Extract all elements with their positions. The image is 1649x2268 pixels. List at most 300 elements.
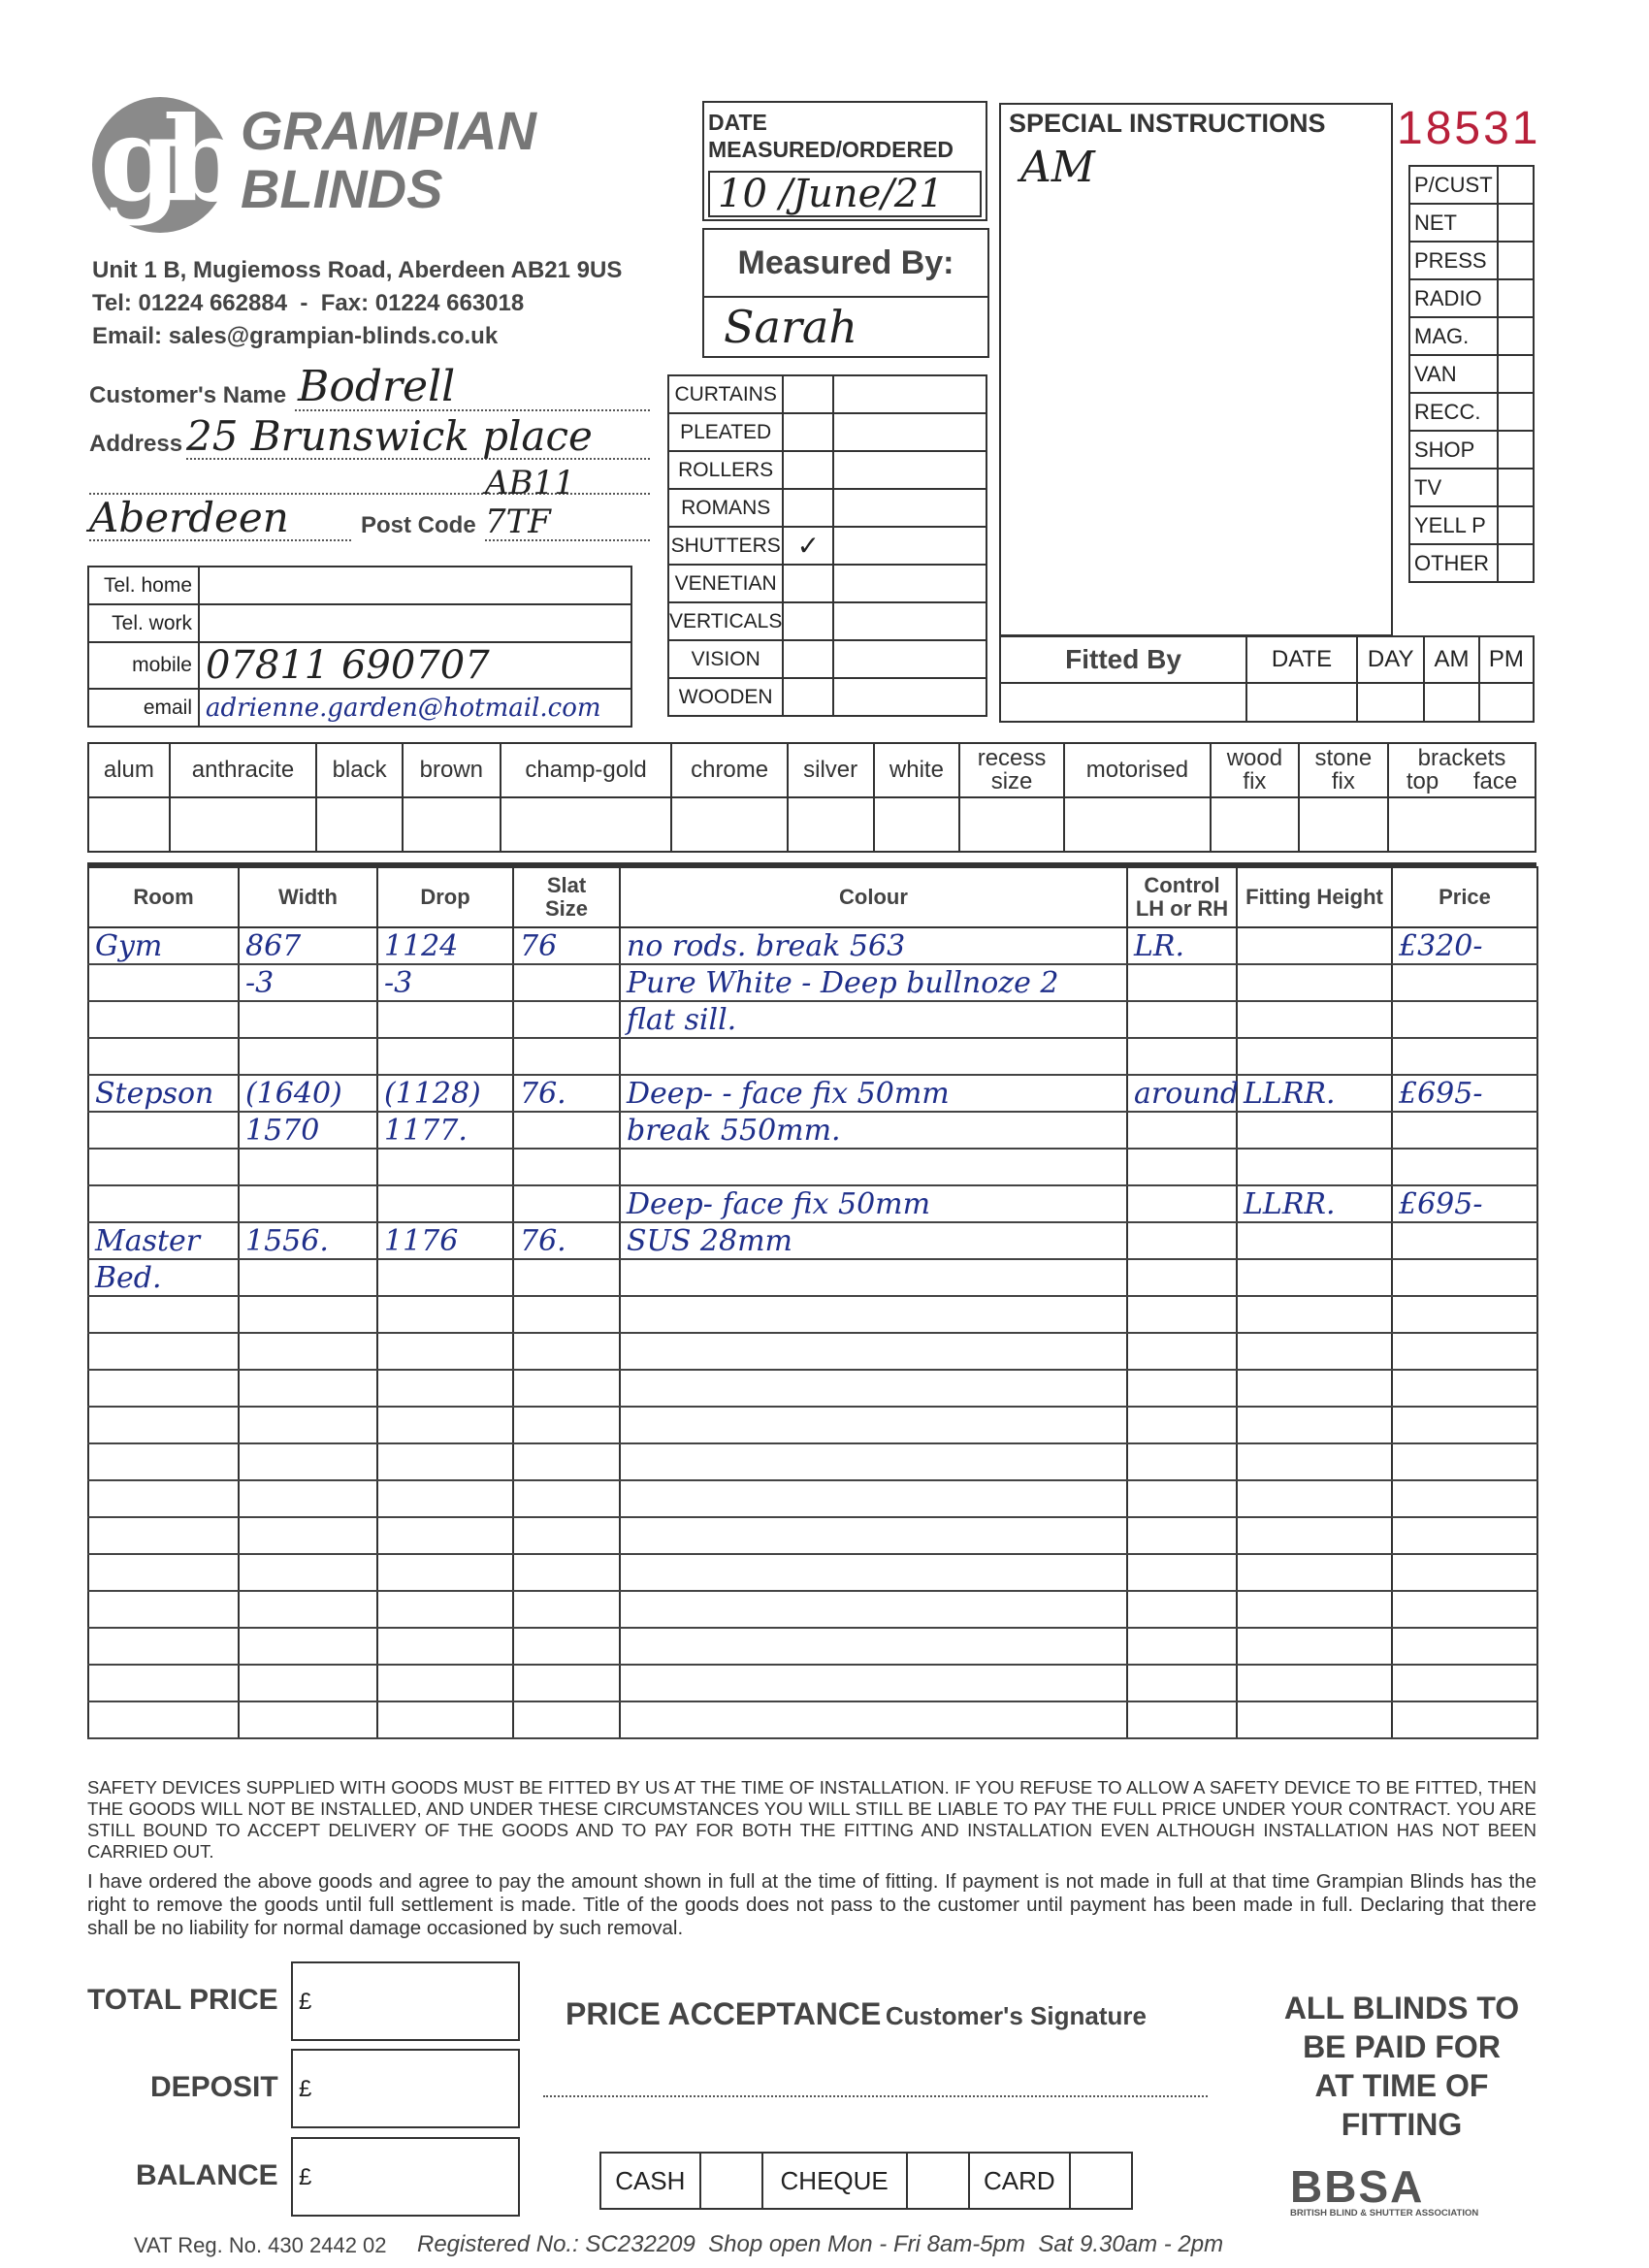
finish-option-white: white — [874, 743, 960, 797]
product-type-qty[interactable] — [833, 602, 986, 640]
cell-colour[interactable]: SUS 28mm — [620, 1222, 1127, 1259]
cell-fitting[interactable] — [1237, 1443, 1392, 1480]
product-type-qty[interactable] — [833, 565, 986, 602]
order-number: 18531 — [1397, 103, 1541, 154]
product-type-check[interactable]: ✓ — [783, 527, 833, 565]
finish-option-champ-gold: champ-gold — [501, 743, 672, 797]
table-row — [88, 1370, 1537, 1407]
finish-option-value[interactable] — [316, 797, 403, 852]
cell-width[interactable] — [239, 1038, 377, 1075]
cell-control[interactable] — [1127, 1370, 1237, 1407]
cell-slat[interactable] — [513, 1112, 620, 1149]
cell-room[interactable] — [88, 1296, 239, 1333]
product-type-check[interactable] — [783, 489, 833, 527]
price-acceptance-title: PRICE ACCEPTANCE — [566, 1996, 882, 2031]
fitted-am-value[interactable] — [1424, 683, 1478, 722]
cell-room[interactable] — [88, 1112, 239, 1149]
cell-price[interactable] — [1392, 1149, 1537, 1185]
cell-room[interactable] — [88, 1370, 239, 1407]
cell-room[interactable] — [88, 1591, 239, 1628]
source-label: MAG. — [1409, 317, 1498, 355]
cell-room[interactable] — [88, 1701, 239, 1738]
order-table — [87, 866, 1538, 1739]
cell-slat[interactable] — [513, 1038, 620, 1075]
cell-colour[interactable] — [620, 1259, 1127, 1296]
cell-slat[interactable] — [513, 1443, 620, 1480]
cell-price[interactable] — [1392, 1628, 1537, 1665]
cell-drop[interactable] — [377, 1296, 513, 1333]
cell-fitting[interactable] — [1237, 1038, 1392, 1075]
contact-label: Tel. home — [88, 567, 199, 604]
price-acceptance — [566, 1996, 1147, 2032]
company-phone: Tel: 01224 662884 - Fax: 01224 663018 — [92, 290, 525, 316]
cell-control[interactable] — [1127, 1517, 1237, 1554]
cell-colour[interactable] — [620, 1628, 1127, 1665]
cell-drop[interactable] — [377, 1665, 513, 1701]
cell-fitting[interactable] — [1237, 1480, 1392, 1517]
cell-colour[interactable]: break 550mm. — [620, 1112, 1127, 1149]
table-row — [88, 927, 1537, 964]
measured-by-value[interactable]: Sarah — [724, 301, 857, 353]
finish-wood-fix: wood fix — [1211, 743, 1299, 797]
cell-drop[interactable] — [377, 1517, 513, 1554]
cell-room[interactable] — [88, 1038, 239, 1075]
product-type-check[interactable] — [783, 602, 833, 640]
cell-drop[interactable] — [377, 1554, 513, 1591]
finish-option-chrome: chrome — [671, 743, 787, 797]
payment-method-checkbox[interactable] — [907, 2153, 969, 2209]
cell-fitting[interactable]: LLRR. — [1237, 1185, 1392, 1222]
balance-field[interactable]: £ — [291, 2137, 520, 2217]
cell-width[interactable] — [239, 1591, 377, 1628]
cell-colour[interactable]: flat sill. — [620, 1001, 1127, 1038]
source-check[interactable] — [1498, 317, 1534, 355]
finish-recess-size: recess size — [959, 743, 1063, 797]
table-row — [88, 1554, 1537, 1591]
cell-width[interactable] — [239, 1333, 377, 1370]
cell-colour[interactable] — [620, 1701, 1127, 1738]
cell-room[interactable] — [88, 1628, 239, 1665]
cell-fitting[interactable] — [1237, 1554, 1392, 1591]
cell-control[interactable] — [1127, 1222, 1237, 1259]
cell-control[interactable] — [1127, 1443, 1237, 1480]
cell-fitting[interactable] — [1237, 1333, 1392, 1370]
cell-drop[interactable] — [377, 1333, 513, 1370]
fitted-pm-value[interactable] — [1479, 683, 1534, 722]
cell-colour[interactable]: Deep- - face fix 50mm — [620, 1075, 1127, 1112]
cell-drop[interactable] — [377, 1001, 513, 1038]
cell-drop[interactable] — [377, 1443, 513, 1480]
product-type-check[interactable] — [783, 565, 833, 602]
signature-line[interactable] — [543, 2095, 1208, 2097]
cell-slat[interactable] — [513, 1333, 620, 1370]
cell-fitting[interactable] — [1237, 964, 1392, 1001]
cell-fitting[interactable] — [1237, 1701, 1392, 1738]
cell-control[interactable] — [1127, 1112, 1237, 1149]
finish-extra-value[interactable] — [959, 797, 1063, 852]
cell-price[interactable] — [1392, 1665, 1537, 1701]
source-label: P/CUST — [1409, 166, 1498, 204]
source-check[interactable] — [1498, 204, 1534, 242]
source-label: NET — [1409, 204, 1498, 242]
cell-width[interactable] — [239, 1628, 377, 1665]
cell-slat[interactable] — [513, 1259, 620, 1296]
cell-price[interactable] — [1392, 1517, 1537, 1554]
product-type-qty[interactable] — [833, 640, 986, 678]
finish-option-alum: alum — [88, 743, 170, 797]
cell-colour[interactable] — [620, 1296, 1127, 1333]
product-type-check[interactable] — [783, 640, 833, 678]
cell-fitting[interactable] — [1237, 1149, 1392, 1185]
cell-colour[interactable] — [620, 1480, 1127, 1517]
cell-room[interactable] — [88, 1149, 239, 1185]
cell-room[interactable] — [88, 1333, 239, 1370]
product-type-qty[interactable] — [833, 451, 986, 489]
cell-price[interactable] — [1392, 1001, 1537, 1038]
cell-fitting[interactable] — [1237, 1112, 1392, 1149]
product-type-label: SHUTTERS — [668, 527, 783, 565]
cell-control[interactable] — [1127, 1038, 1237, 1075]
cell-room[interactable]: Stepson — [88, 1075, 239, 1112]
finish-extra-value[interactable] — [1064, 797, 1211, 852]
finish-option-black: black — [316, 743, 403, 797]
finish-option-value[interactable] — [788, 797, 874, 852]
cell-room[interactable] — [88, 964, 239, 1001]
cell-fitting[interactable] — [1237, 1370, 1392, 1407]
cell-colour[interactable] — [620, 1149, 1127, 1185]
finish-option-value[interactable] — [88, 797, 170, 852]
cell-slat[interactable] — [513, 1407, 620, 1443]
cell-drop[interactable] — [377, 1701, 513, 1738]
product-type-qty[interactable] — [833, 375, 986, 413]
table-row — [88, 1149, 1537, 1185]
finish-extra-value[interactable] — [1211, 797, 1299, 852]
cell-room[interactable] — [88, 1554, 239, 1591]
cell-price[interactable] — [1392, 1701, 1537, 1738]
measured-by-label: Measured By: — [704, 230, 987, 298]
cell-price[interactable] — [1392, 1038, 1537, 1075]
product-type-label: PLEATED — [668, 413, 783, 451]
cell-colour[interactable] — [620, 1443, 1127, 1480]
cell-slat[interactable] — [513, 1665, 620, 1701]
cell-width[interactable] — [239, 1480, 377, 1517]
cell-room[interactable]: Gym — [88, 927, 239, 964]
cell-price[interactable] — [1392, 1296, 1537, 1333]
product-type-label: VERTICALS — [668, 602, 783, 640]
cell-price[interactable] — [1392, 964, 1537, 1001]
product-type-qty[interactable] — [833, 678, 986, 716]
cell-width[interactable] — [239, 1185, 377, 1222]
source-check[interactable] — [1498, 431, 1534, 469]
cell-control[interactable] — [1127, 1185, 1237, 1222]
cell-slat[interactable] — [513, 1480, 620, 1517]
cell-width[interactable] — [239, 1517, 377, 1554]
finish-option-value[interactable] — [874, 797, 960, 852]
cell-slat[interactable] — [513, 1296, 620, 1333]
cell-width[interactable]: -3 — [239, 964, 377, 1001]
cell-colour[interactable] — [620, 1591, 1127, 1628]
cell-slat[interactable]: 76. — [513, 1222, 620, 1259]
source-check[interactable] — [1498, 279, 1534, 317]
cell-drop[interactable]: (1128) — [377, 1075, 513, 1112]
cell-drop[interactable] — [377, 1259, 513, 1296]
source-check[interactable] — [1498, 506, 1534, 544]
product-type-qty[interactable] — [833, 413, 986, 451]
date-value[interactable]: 10 /June/21 — [708, 171, 982, 217]
cell-price[interactable]: £695- — [1392, 1185, 1537, 1222]
cell-drop[interactable] — [377, 1480, 513, 1517]
finish-brackets-value[interactable] — [1388, 797, 1536, 852]
source-check[interactable] — [1498, 469, 1534, 506]
cell-fitting[interactable] — [1237, 1591, 1392, 1628]
fitted-by-label: Fitted By — [1000, 636, 1246, 683]
source-list — [1408, 165, 1535, 583]
cell-width[interactable] — [239, 1001, 377, 1038]
cell-colour[interactable] — [620, 1333, 1127, 1370]
cell-fitting[interactable] — [1237, 1222, 1392, 1259]
product-type-qty[interactable] — [833, 527, 986, 565]
cell-price[interactable] — [1392, 1554, 1537, 1591]
cell-control[interactable] — [1127, 1001, 1237, 1038]
fitted-by-value[interactable] — [1000, 683, 1246, 722]
customer-city-row — [89, 464, 650, 545]
cell-colour[interactable] — [620, 1665, 1127, 1701]
cell-fitting[interactable] — [1237, 1628, 1392, 1665]
finish-option-value[interactable] — [501, 797, 672, 852]
fitted-date-value[interactable] — [1246, 683, 1357, 722]
product-type-check[interactable] — [783, 451, 833, 489]
source-check[interactable] — [1498, 166, 1534, 204]
product-type-label: VISION — [668, 640, 783, 678]
cell-room[interactable] — [88, 1443, 239, 1480]
cell-fitting[interactable] — [1237, 1001, 1392, 1038]
cell-width[interactable]: (1640) — [239, 1075, 377, 1112]
footer-registered: Registered No.: SC232209 Shop open Mon - Fri 8am-5pm Sat 9.30am - 2pm — [417, 2231, 1224, 2257]
cell-price[interactable] — [1392, 1259, 1537, 1296]
header-fitting: Fitting Height — [1237, 867, 1392, 927]
cell-control[interactable] — [1127, 1480, 1237, 1517]
cell-width[interactable] — [239, 1665, 377, 1701]
cell-width[interactable] — [239, 1370, 377, 1407]
table-row — [88, 1591, 1537, 1628]
total-price-label: TOTAL PRICE — [87, 1984, 278, 2016]
product-type-label: ROMANS — [668, 489, 783, 527]
fitted-date-label: DATE — [1246, 636, 1357, 683]
table-row — [88, 964, 1537, 1001]
source-label: OTHER — [1409, 544, 1498, 582]
cell-width[interactable] — [239, 1443, 377, 1480]
deposit-field[interactable]: £ — [291, 2049, 520, 2128]
product-type-table — [667, 374, 987, 717]
cell-width[interactable]: 867 — [239, 927, 377, 964]
cell-colour[interactable] — [620, 1407, 1127, 1443]
cell-control[interactable] — [1127, 1554, 1237, 1591]
source-check[interactable] — [1498, 355, 1534, 393]
cell-control[interactable] — [1127, 1149, 1237, 1185]
cell-price[interactable] — [1392, 1443, 1537, 1480]
cell-control[interactable] — [1127, 1628, 1237, 1665]
header-control: Control LH or RH — [1127, 867, 1237, 927]
source-check[interactable] — [1498, 242, 1534, 279]
product-type-check[interactable] — [783, 375, 833, 413]
cell-slat[interactable] — [513, 1591, 620, 1628]
cell-fitting[interactable] — [1237, 1259, 1392, 1296]
cell-control[interactable] — [1127, 1259, 1237, 1296]
cell-price[interactable] — [1392, 1591, 1537, 1628]
customer-name-value[interactable]: Bodrell — [298, 362, 456, 411]
cell-slat[interactable]: 76. — [513, 1075, 620, 1112]
cell-room[interactable] — [88, 1665, 239, 1701]
cell-drop[interactable]: 1177. — [377, 1112, 513, 1149]
cell-control[interactable] — [1127, 1591, 1237, 1628]
cell-slat[interactable]: 76 — [513, 927, 620, 964]
cell-fitting[interactable] — [1237, 1665, 1392, 1701]
cell-room[interactable] — [88, 1480, 239, 1517]
measured-by-box — [702, 228, 989, 358]
signature-label: Customer's Signature — [885, 2001, 1147, 2030]
product-type-label: WOODEN — [668, 678, 783, 716]
customer-address-line1[interactable]: 25 Brunswick place — [186, 412, 593, 460]
cell-width[interactable] — [239, 1259, 377, 1296]
cell-colour[interactable]: Deep- face fix 50mm — [620, 1185, 1127, 1222]
product-type-qty[interactable] — [833, 489, 986, 527]
finish-option-brown: brown — [403, 743, 501, 797]
cell-control[interactable] — [1127, 1296, 1237, 1333]
cell-colour[interactable] — [620, 1554, 1127, 1591]
cell-colour[interactable] — [620, 1517, 1127, 1554]
cell-width[interactable]: 1570 — [239, 1112, 377, 1149]
finish-option-anthracite: anthracite — [170, 743, 316, 797]
product-type-check[interactable] — [783, 678, 833, 716]
cell-price[interactable] — [1392, 1370, 1537, 1407]
cell-price[interactable] — [1392, 1407, 1537, 1443]
table-row — [88, 1075, 1537, 1112]
company-logo — [92, 91, 238, 233]
cell-drop[interactable]: 1176 — [377, 1222, 513, 1259]
customer-name-label: Customer's Name — [89, 382, 287, 408]
cell-room[interactable]: Bed. — [88, 1259, 239, 1296]
cell-drop[interactable] — [377, 1591, 513, 1628]
table-row — [88, 1443, 1537, 1480]
company-name-line2: BLINDS — [241, 158, 443, 219]
cell-drop[interactable]: 1124 — [377, 927, 513, 964]
cell-colour[interactable]: Pure White - Deep bullnoze 2 — [620, 964, 1127, 1001]
contact-table — [87, 566, 632, 728]
cell-slat[interactable] — [513, 1517, 620, 1554]
cell-colour[interactable] — [620, 1370, 1127, 1407]
finish-extra-value[interactable] — [1299, 797, 1388, 852]
cell-width[interactable] — [239, 1149, 377, 1185]
postcode-value[interactable]: AB11 7TF — [485, 464, 575, 541]
cell-slat[interactable] — [513, 1554, 620, 1591]
payment-method-card: CARD — [969, 2153, 1070, 2209]
cell-drop[interactable] — [377, 1628, 513, 1665]
cell-room[interactable] — [88, 1001, 239, 1038]
cell-width[interactable] — [239, 1296, 377, 1333]
cell-fitting[interactable] — [1237, 1296, 1392, 1333]
total-price-field[interactable]: £ — [291, 1961, 520, 2041]
cell-room[interactable] — [88, 1517, 239, 1554]
cell-fitting[interactable] — [1237, 1407, 1392, 1443]
cell-drop[interactable] — [377, 1185, 513, 1222]
date-box — [702, 101, 987, 221]
cell-control[interactable] — [1127, 1407, 1237, 1443]
finish-option-value[interactable] — [403, 797, 501, 852]
cell-drop[interactable] — [377, 1407, 513, 1443]
source-check[interactable] — [1498, 544, 1534, 582]
cell-price[interactable] — [1392, 1112, 1537, 1149]
footer-vat: VAT Reg. No. 430 2442 02 — [134, 2233, 387, 2257]
cell-drop[interactable] — [377, 1370, 513, 1407]
cell-slat[interactable] — [513, 964, 620, 1001]
cell-price[interactable] — [1392, 1222, 1537, 1259]
cell-width[interactable]: 1556. — [239, 1222, 377, 1259]
cell-fitting[interactable] — [1237, 1517, 1392, 1554]
brackets-top: top — [1406, 768, 1439, 794]
cell-fitting[interactable] — [1237, 927, 1392, 964]
cell-price[interactable]: £320- — [1392, 927, 1537, 964]
source-check[interactable] — [1498, 393, 1534, 431]
cell-room[interactable] — [88, 1185, 239, 1222]
cell-colour[interactable]: no rods. break 563 — [620, 927, 1127, 964]
cell-width[interactable] — [239, 1554, 377, 1591]
finish-option-value[interactable] — [671, 797, 787, 852]
cell-control[interactable]: LR. — [1127, 927, 1237, 964]
payment-method-checkbox[interactable] — [1070, 2153, 1132, 2209]
cell-colour[interactable] — [620, 1038, 1127, 1075]
finish-motorised: motorised — [1064, 743, 1211, 797]
fitted-am-label: AM — [1424, 636, 1478, 683]
cell-control[interactable] — [1127, 964, 1237, 1001]
company-contact — [92, 254, 622, 353]
cell-width[interactable] — [239, 1701, 377, 1738]
cell-drop[interactable]: -3 — [377, 964, 513, 1001]
contact-label: Tel. work — [88, 604, 199, 642]
cell-price[interactable]: £695- — [1392, 1075, 1537, 1112]
special-instructions-value[interactable]: AM — [1020, 143, 1095, 192]
contact-value[interactable]: adrienne.garden@hotmail.com — [199, 689, 631, 727]
cell-width[interactable] — [239, 1407, 377, 1443]
cell-price[interactable] — [1392, 1480, 1537, 1517]
finish-option-value[interactable] — [170, 797, 316, 852]
cell-control[interactable]: around — [1127, 1075, 1237, 1112]
cell-slat[interactable] — [513, 1370, 620, 1407]
customer-city[interactable]: Aberdeen — [89, 494, 289, 541]
cell-drop[interactable] — [377, 1038, 513, 1075]
contact-value[interactable] — [199, 567, 631, 604]
table-row — [88, 1517, 1537, 1554]
cell-room[interactable]: Master — [88, 1222, 239, 1259]
cell-slat[interactable] — [513, 1628, 620, 1665]
cell-control[interactable] — [1127, 1701, 1237, 1738]
fitted-day-value[interactable] — [1357, 683, 1424, 722]
cell-slat[interactable] — [513, 1701, 620, 1738]
contact-value[interactable]: 07811 690707 — [199, 642, 631, 689]
cell-slat[interactable] — [513, 1001, 620, 1038]
cell-drop[interactable] — [377, 1149, 513, 1185]
cell-slat[interactable] — [513, 1185, 620, 1222]
cell-slat[interactable] — [513, 1149, 620, 1185]
cell-fitting[interactable]: LLRR. — [1237, 1075, 1392, 1112]
finish-brackets: brackets top face — [1388, 743, 1536, 797]
cell-control[interactable] — [1127, 1665, 1237, 1701]
cell-control[interactable] — [1127, 1333, 1237, 1370]
payment-method-checkbox[interactable] — [700, 2153, 762, 2209]
cell-room[interactable] — [88, 1407, 239, 1443]
contact-value[interactable] — [199, 604, 631, 642]
product-type-check[interactable] — [783, 413, 833, 451]
cell-price[interactable] — [1392, 1333, 1537, 1370]
